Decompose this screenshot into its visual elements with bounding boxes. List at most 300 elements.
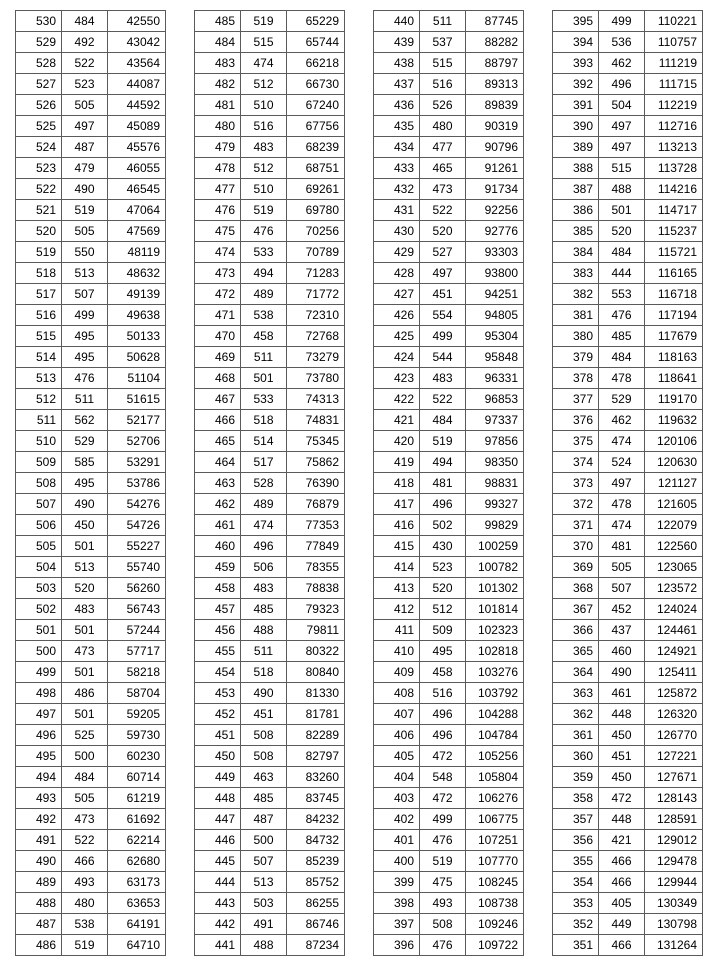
count-cell: 458 <box>241 326 287 347</box>
table-row <box>553 95 703 116</box>
table-row <box>374 263 524 284</box>
table-row <box>553 515 703 536</box>
cumulative-cell: 79323 <box>287 599 345 620</box>
count-cell: 517 <box>241 452 287 473</box>
table-row <box>16 179 166 200</box>
table-row <box>374 11 524 32</box>
cumulative-cell: 50133 <box>108 326 166 347</box>
cumulative-cell: 107251 <box>466 830 524 851</box>
table-row <box>553 851 703 872</box>
table-row <box>195 914 345 935</box>
cumulative-cell: 69261 <box>287 179 345 200</box>
count-cell: 448 <box>599 809 645 830</box>
count-cell: 520 <box>420 221 466 242</box>
id-cell: 381 <box>553 305 599 326</box>
count-cell: 502 <box>420 515 466 536</box>
cumulative-cell: 76879 <box>287 494 345 515</box>
cumulative-cell: 52706 <box>108 431 166 452</box>
table-row <box>195 368 345 389</box>
cumulative-cell: 95848 <box>466 347 524 368</box>
id-cell: 379 <box>553 347 599 368</box>
table-row <box>374 116 524 137</box>
cumulative-cell: 130798 <box>645 914 703 935</box>
count-cell: 488 <box>241 935 287 956</box>
id-cell: 396 <box>374 935 420 956</box>
id-cell: 409 <box>374 662 420 683</box>
id-cell: 357 <box>553 809 599 830</box>
count-cell: 476 <box>420 935 466 956</box>
table-row <box>374 158 524 179</box>
cumulative-cell: 124461 <box>645 620 703 641</box>
cumulative-cell: 84232 <box>287 809 345 830</box>
id-cell: 502 <box>16 599 62 620</box>
count-cell: 430 <box>420 536 466 557</box>
table-row <box>553 578 703 599</box>
table-row <box>195 536 345 557</box>
cumulative-cell: 112716 <box>645 116 703 137</box>
id-cell: 412 <box>374 599 420 620</box>
table-row <box>195 347 345 368</box>
count-cell: 495 <box>62 347 108 368</box>
table-row <box>195 221 345 242</box>
data-table-3 <box>373 10 524 956</box>
cumulative-cell: 87745 <box>466 11 524 32</box>
cumulative-cell: 64191 <box>108 914 166 935</box>
table-row <box>553 599 703 620</box>
id-cell: 447 <box>195 809 241 830</box>
table-row <box>195 305 345 326</box>
count-cell: 497 <box>599 137 645 158</box>
id-cell: 448 <box>195 788 241 809</box>
id-cell: 529 <box>16 32 62 53</box>
table-row <box>195 662 345 683</box>
cumulative-cell: 59730 <box>108 725 166 746</box>
id-cell: 364 <box>553 662 599 683</box>
cumulative-cell: 101814 <box>466 599 524 620</box>
table-row <box>16 326 166 347</box>
id-cell: 521 <box>16 200 62 221</box>
id-cell: 358 <box>553 788 599 809</box>
table-row <box>195 137 345 158</box>
table-row <box>374 578 524 599</box>
count-cell: 523 <box>420 557 466 578</box>
count-cell: 501 <box>241 368 287 389</box>
table-row <box>553 893 703 914</box>
id-cell: 470 <box>195 326 241 347</box>
count-cell: 496 <box>420 704 466 725</box>
table-row <box>374 221 524 242</box>
id-cell: 366 <box>553 620 599 641</box>
table-row <box>195 410 345 431</box>
id-cell: 441 <box>195 935 241 956</box>
table-row <box>16 935 166 956</box>
count-cell: 553 <box>599 284 645 305</box>
cumulative-cell: 116165 <box>645 263 703 284</box>
cumulative-cell: 122079 <box>645 515 703 536</box>
cumulative-cell: 88282 <box>466 32 524 53</box>
count-cell: 488 <box>599 179 645 200</box>
cumulative-cell: 55227 <box>108 536 166 557</box>
count-cell: 496 <box>241 536 287 557</box>
table-row <box>195 452 345 473</box>
table-row <box>374 452 524 473</box>
count-cell: 473 <box>62 809 108 830</box>
id-cell: 501 <box>16 620 62 641</box>
cumulative-cell: 119632 <box>645 410 703 431</box>
id-cell: 383 <box>553 263 599 284</box>
cumulative-cell: 74831 <box>287 410 345 431</box>
table-row <box>553 11 703 32</box>
count-cell: 512 <box>241 158 287 179</box>
count-cell: 513 <box>62 263 108 284</box>
cumulative-cell: 109722 <box>466 935 524 956</box>
table-row <box>195 704 345 725</box>
id-cell: 475 <box>195 221 241 242</box>
count-cell: 508 <box>241 746 287 767</box>
cumulative-cell: 108738 <box>466 893 524 914</box>
id-cell: 404 <box>374 767 420 788</box>
count-cell: 466 <box>599 935 645 956</box>
cumulative-cell: 71772 <box>287 284 345 305</box>
count-cell: 525 <box>62 725 108 746</box>
id-cell: 493 <box>16 788 62 809</box>
count-cell: 421 <box>599 830 645 851</box>
count-cell: 500 <box>62 746 108 767</box>
table-row <box>374 179 524 200</box>
count-cell: 501 <box>599 200 645 221</box>
table-row <box>195 515 345 536</box>
id-cell: 355 <box>553 851 599 872</box>
cumulative-cell: 54276 <box>108 494 166 515</box>
id-cell: 453 <box>195 683 241 704</box>
table-row <box>16 578 166 599</box>
id-cell: 388 <box>553 158 599 179</box>
cumulative-cell: 83745 <box>287 788 345 809</box>
count-cell: 529 <box>599 389 645 410</box>
table-row <box>16 95 166 116</box>
id-cell: 512 <box>16 389 62 410</box>
id-cell: 528 <box>16 53 62 74</box>
count-cell: 510 <box>241 179 287 200</box>
cumulative-cell: 131264 <box>645 935 703 956</box>
table-row <box>374 809 524 830</box>
id-cell: 387 <box>553 179 599 200</box>
id-cell: 439 <box>374 32 420 53</box>
cumulative-cell: 66218 <box>287 53 345 74</box>
count-cell: 466 <box>599 872 645 893</box>
count-cell: 484 <box>420 410 466 431</box>
cumulative-cell: 73780 <box>287 368 345 389</box>
cumulative-cell: 113728 <box>645 158 703 179</box>
count-cell: 503 <box>241 893 287 914</box>
id-cell: 369 <box>553 557 599 578</box>
count-cell: 509 <box>420 620 466 641</box>
cumulative-cell: 47569 <box>108 221 166 242</box>
id-cell: 477 <box>195 179 241 200</box>
count-cell: 523 <box>62 74 108 95</box>
count-cell: 505 <box>62 788 108 809</box>
cumulative-cell: 92256 <box>466 200 524 221</box>
id-cell: 527 <box>16 74 62 95</box>
id-cell: 410 <box>374 641 420 662</box>
id-cell: 385 <box>553 221 599 242</box>
table-row <box>16 263 166 284</box>
count-cell: 519 <box>420 431 466 452</box>
id-cell: 497 <box>16 704 62 725</box>
count-cell: 529 <box>62 431 108 452</box>
id-cell: 494 <box>16 767 62 788</box>
count-cell: 474 <box>241 515 287 536</box>
id-cell: 375 <box>553 431 599 452</box>
table-row <box>374 851 524 872</box>
table-row <box>553 725 703 746</box>
id-cell: 484 <box>195 32 241 53</box>
table-row <box>374 872 524 893</box>
count-cell: 466 <box>62 851 108 872</box>
cumulative-cell: 47064 <box>108 200 166 221</box>
table-row <box>553 557 703 578</box>
id-cell: 378 <box>553 368 599 389</box>
table-row <box>553 536 703 557</box>
cumulative-cell: 108245 <box>466 872 524 893</box>
id-cell: 421 <box>374 410 420 431</box>
cumulative-cell: 97856 <box>466 431 524 452</box>
id-cell: 487 <box>16 914 62 935</box>
cumulative-cell: 76390 <box>287 473 345 494</box>
id-cell: 428 <box>374 263 420 284</box>
cumulative-cell: 125872 <box>645 683 703 704</box>
id-cell: 400 <box>374 851 420 872</box>
table-row <box>553 809 703 830</box>
table-row <box>553 473 703 494</box>
table-row <box>553 872 703 893</box>
cumulative-cell: 121127 <box>645 473 703 494</box>
id-cell: 402 <box>374 809 420 830</box>
table-row <box>374 893 524 914</box>
count-cell: 507 <box>241 851 287 872</box>
id-cell: 515 <box>16 326 62 347</box>
count-cell: 499 <box>420 809 466 830</box>
id-cell: 467 <box>195 389 241 410</box>
id-cell: 390 <box>553 116 599 137</box>
id-cell: 406 <box>374 725 420 746</box>
count-cell: 483 <box>241 137 287 158</box>
table-row <box>553 746 703 767</box>
table-row <box>16 599 166 620</box>
id-cell: 478 <box>195 158 241 179</box>
cumulative-cell: 117679 <box>645 326 703 347</box>
table-row <box>374 368 524 389</box>
cumulative-cell: 117194 <box>645 305 703 326</box>
count-cell: 538 <box>62 914 108 935</box>
cumulative-cell: 46055 <box>108 158 166 179</box>
id-cell: 503 <box>16 578 62 599</box>
id-cell: 362 <box>553 704 599 725</box>
id-cell: 466 <box>195 410 241 431</box>
table-row <box>374 242 524 263</box>
count-cell: 497 <box>420 263 466 284</box>
cumulative-cell: 102818 <box>466 641 524 662</box>
table-row <box>16 452 166 473</box>
id-cell: 377 <box>553 389 599 410</box>
table-row <box>195 431 345 452</box>
cumulative-cell: 90319 <box>466 116 524 137</box>
cumulative-cell: 80840 <box>287 662 345 683</box>
id-cell: 354 <box>553 872 599 893</box>
cumulative-cell: 52177 <box>108 410 166 431</box>
cumulative-cell: 70789 <box>287 242 345 263</box>
count-cell: 487 <box>241 809 287 830</box>
table-row <box>195 872 345 893</box>
id-cell: 517 <box>16 284 62 305</box>
table-row <box>195 11 345 32</box>
id-cell: 522 <box>16 179 62 200</box>
table-row <box>16 368 166 389</box>
cumulative-cell: 129944 <box>645 872 703 893</box>
id-cell: 482 <box>195 74 241 95</box>
table-row <box>16 557 166 578</box>
cumulative-cell: 106775 <box>466 809 524 830</box>
cumulative-cell: 93800 <box>466 263 524 284</box>
count-cell: 499 <box>599 11 645 32</box>
count-cell: 474 <box>599 431 645 452</box>
table-row <box>374 683 524 704</box>
table-row <box>374 431 524 452</box>
count-cell: 466 <box>599 851 645 872</box>
count-cell: 520 <box>599 221 645 242</box>
cumulative-cell: 115237 <box>645 221 703 242</box>
cumulative-cell: 101302 <box>466 578 524 599</box>
count-cell: 501 <box>62 536 108 557</box>
id-cell: 505 <box>16 536 62 557</box>
cumulative-cell: 124921 <box>645 641 703 662</box>
cumulative-cell: 63653 <box>108 893 166 914</box>
cumulative-cell: 81781 <box>287 704 345 725</box>
count-cell: 518 <box>241 662 287 683</box>
id-cell: 514 <box>16 347 62 368</box>
id-cell: 360 <box>553 746 599 767</box>
cumulative-cell: 73279 <box>287 347 345 368</box>
cumulative-cell: 91734 <box>466 179 524 200</box>
cumulative-cell: 56260 <box>108 578 166 599</box>
table-row <box>16 725 166 746</box>
cumulative-cell: 90796 <box>466 137 524 158</box>
count-cell: 450 <box>62 515 108 536</box>
count-cell: 522 <box>420 200 466 221</box>
table-row <box>195 74 345 95</box>
count-cell: 475 <box>420 872 466 893</box>
cumulative-cell: 67756 <box>287 116 345 137</box>
table-row <box>16 809 166 830</box>
id-cell: 479 <box>195 137 241 158</box>
count-cell: 516 <box>241 116 287 137</box>
id-cell: 361 <box>553 725 599 746</box>
id-cell: 365 <box>553 641 599 662</box>
table-row <box>553 305 703 326</box>
table-row <box>374 74 524 95</box>
table-row <box>16 53 166 74</box>
count-cell: 491 <box>241 914 287 935</box>
id-cell: 463 <box>195 473 241 494</box>
id-cell: 446 <box>195 830 241 851</box>
id-cell: 459 <box>195 557 241 578</box>
id-cell: 495 <box>16 746 62 767</box>
id-cell: 488 <box>16 893 62 914</box>
table-row <box>553 179 703 200</box>
table-row <box>553 641 703 662</box>
cumulative-cell: 124024 <box>645 599 703 620</box>
table-row <box>16 284 166 305</box>
table-row <box>374 641 524 662</box>
count-cell: 516 <box>420 74 466 95</box>
id-cell: 461 <box>195 515 241 536</box>
table-row <box>374 830 524 851</box>
id-cell: 520 <box>16 221 62 242</box>
table-row <box>195 767 345 788</box>
count-cell: 513 <box>62 557 108 578</box>
cumulative-cell: 69780 <box>287 200 345 221</box>
table-row <box>374 557 524 578</box>
table-row <box>195 788 345 809</box>
table-row <box>195 620 345 641</box>
id-cell: 403 <box>374 788 420 809</box>
cumulative-cell: 104288 <box>466 704 524 725</box>
count-cell: 476 <box>599 305 645 326</box>
cumulative-cell: 105804 <box>466 767 524 788</box>
count-cell: 450 <box>599 725 645 746</box>
count-cell: 476 <box>241 221 287 242</box>
count-cell: 522 <box>62 53 108 74</box>
cumulative-cell: 114717 <box>645 200 703 221</box>
table-row <box>553 494 703 515</box>
id-cell: 433 <box>374 158 420 179</box>
id-cell: 373 <box>553 473 599 494</box>
id-cell: 460 <box>195 536 241 557</box>
table-row <box>553 200 703 221</box>
id-cell: 518 <box>16 263 62 284</box>
count-cell: 497 <box>599 473 645 494</box>
count-cell: 522 <box>62 830 108 851</box>
table-row <box>195 200 345 221</box>
id-cell: 485 <box>195 11 241 32</box>
cumulative-cell: 48632 <box>108 263 166 284</box>
table-row <box>16 74 166 95</box>
count-cell: 550 <box>62 242 108 263</box>
count-cell: 519 <box>241 11 287 32</box>
table-row <box>195 284 345 305</box>
count-cell: 465 <box>420 158 466 179</box>
table-row <box>553 32 703 53</box>
table-row <box>374 95 524 116</box>
table-row <box>553 935 703 956</box>
id-cell: 416 <box>374 515 420 536</box>
id-cell: 443 <box>195 893 241 914</box>
id-cell: 436 <box>374 95 420 116</box>
cumulative-cell: 66730 <box>287 74 345 95</box>
id-cell: 445 <box>195 851 241 872</box>
id-cell: 391 <box>553 95 599 116</box>
cumulative-cell: 94251 <box>466 284 524 305</box>
count-cell: 554 <box>420 305 466 326</box>
id-cell: 397 <box>374 914 420 935</box>
table-row <box>195 473 345 494</box>
table-row <box>16 242 166 263</box>
table-row <box>195 53 345 74</box>
table-row <box>374 32 524 53</box>
cumulative-cell: 68751 <box>287 158 345 179</box>
id-cell: 468 <box>195 368 241 389</box>
count-cell: 533 <box>241 389 287 410</box>
